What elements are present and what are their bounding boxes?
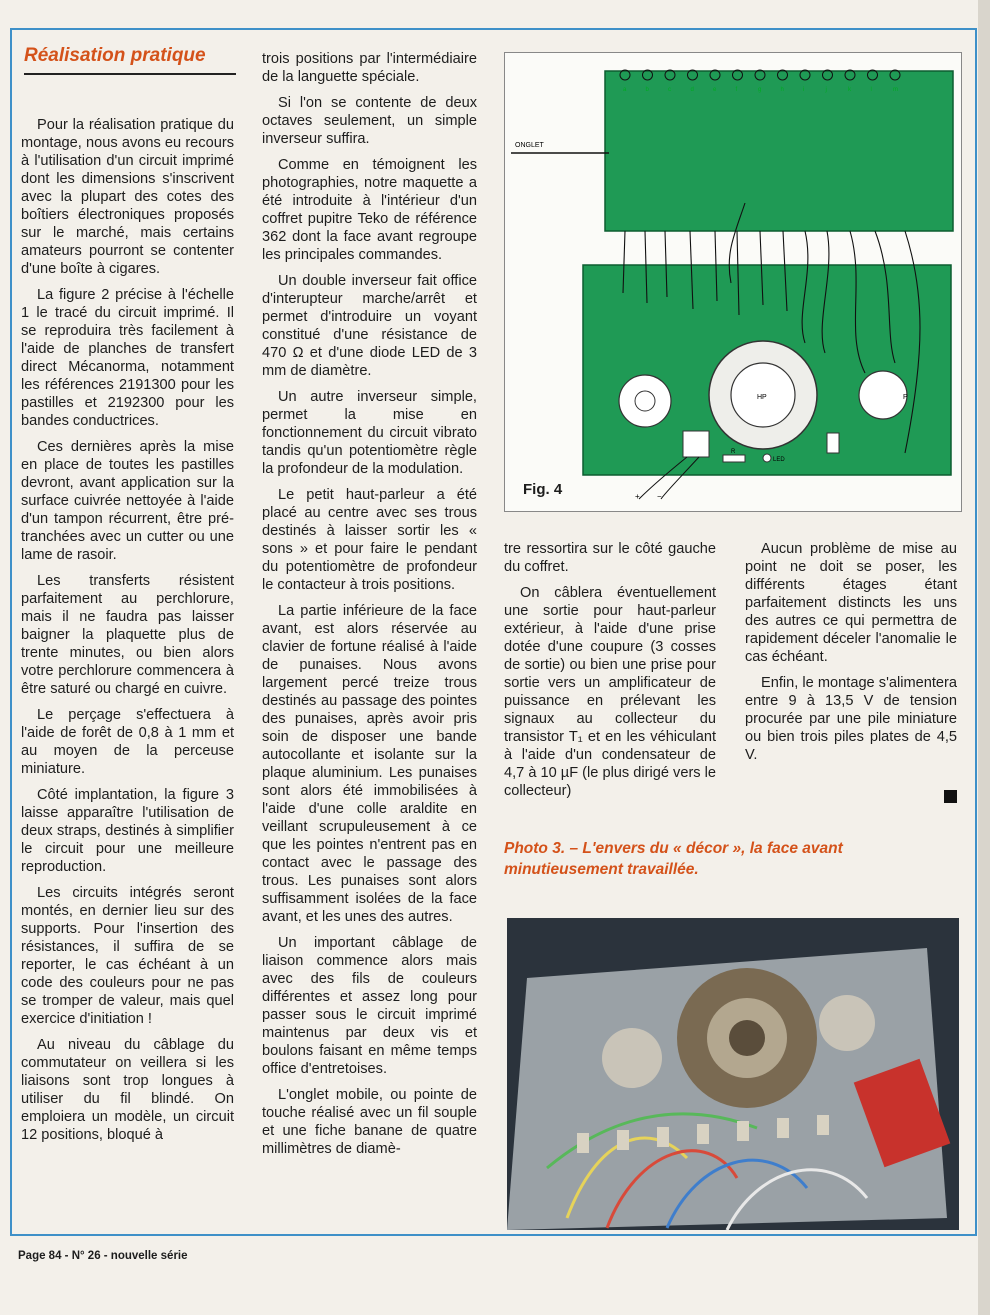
paragraph: Ces dernières après la mise en place de toutes les pastilles devront, avant application sur la surface cuivrée nettoyée à l'aide d'un tampon récurrent, être pré-tranchées avec un cutter ou une lame de rasoir. xyxy=(21,439,234,563)
paragraph: Si l'on se contente de deux octaves seulement, un simple inverseur suffira. xyxy=(262,95,477,147)
potentiometer-icon xyxy=(859,371,907,419)
paragraph: La figure 2 précise à l'échelle 1 le tracé du circuit imprimé. Il se reproduira très facilement à l'aide de planches de transfert direct Mécanorma, notamment les références 2191300 pour les pastilles et 2192300 pour les bandes conductrices. xyxy=(21,287,234,429)
pin-label: l xyxy=(870,87,872,93)
paragraph: Aucun problème de mise au point ne doit se poser, les différents étages étant parfaitement distincts les uns des autres ce qui permettra de rapidement déceler l'anomalie le cas échéant. xyxy=(745,541,957,665)
led-label: LED xyxy=(773,457,785,463)
photo-caption: Photo 3. – L'envers du « décor », la face avant minutieusement travaillée. xyxy=(504,840,843,878)
paragraph: Au niveau du câblage du commutateur on veillera si les liaisons sont trop longues à utiliser du fil blindé. On emploiera un modèle, un circuit 12 positions, bloqué à xyxy=(21,1037,234,1143)
paragraph: Un important câblage de liaison commence alors mais avec des fils de couleurs différentes et assez long pour passer sous le circuit imprimé maintenus par deux vis et boulons faisant en même temps office d'entretoises. xyxy=(262,935,477,1077)
text-column-2 xyxy=(262,50,477,1166)
paragraph: Comme en témoignent les photographies, notre maquette a été introduite à l'intérieur d'un coffret pupitre Teko de référence 362 dont la face avant regroupe les principales commandes. xyxy=(262,157,477,263)
onglet-label: ONGLET xyxy=(515,142,544,149)
pin-label: e xyxy=(713,87,717,93)
figure-4 xyxy=(504,52,962,512)
paragraph: trois positions par l'intermédiaire de la languette spéciale. xyxy=(262,51,477,85)
plus-label: + xyxy=(635,492,640,501)
switch-block-icon xyxy=(683,431,709,457)
pin-label: g xyxy=(758,87,762,93)
paragraph: Côté implantation, la figure 3 laisse apparaître l'utilisation de deux straps, destinés à simplifier le circuit pour une meilleure reproduction. xyxy=(21,787,234,875)
hp-label: HP xyxy=(757,394,767,401)
led-icon xyxy=(763,454,771,462)
pin-label: f xyxy=(735,87,738,93)
pin-label: b xyxy=(645,87,649,93)
paragraph: L'onglet mobile, ou pointe de touche réalisé avec un fil souple et une fiche banane de quatre millimètres de diamè- xyxy=(262,1087,477,1157)
paragraph: Les transferts résistent parfaitement au perchlorure, mais il ne faudra pas laisser baigner la plaquette plus de trente minutes, ou bien alors votre perchlorure commencera à être saturé ou chargé en cuivre. xyxy=(21,573,234,697)
paragraph: Enfin, le montage s'alimentera entre 9 à 13,5 V de tension procurée par une pile miniature ou bien trois piles plates de 4,5 V. xyxy=(745,675,957,763)
rotary-switch-icon xyxy=(619,375,671,427)
text-column-1 xyxy=(21,116,234,1152)
paragraph: Un autre inverseur simple, permet la mise en fonctionnement du circuit vibrato tandis qu'un potentiomètre règle la profondeur de la modulation. xyxy=(262,389,477,477)
paragraph: tre ressortira sur le côté gauche du coffret. xyxy=(504,541,716,575)
paragraph: Un double inverseur fait office d'interupteur marche/arrêt et permet d'introduire un voyant constitué d'une résistance de 470 Ω et d'une diode LED de 3 mm de diamètre. xyxy=(262,273,477,379)
switch-small-icon xyxy=(827,433,839,453)
section-title: Réalisation pratique xyxy=(24,44,236,75)
pin-label: d xyxy=(690,87,694,93)
pcb-board xyxy=(605,71,953,231)
paragraph: Le perçage s'effectuera à l'aide de forêt de 0,8 à 1 mm et au moyen de la perceuse miniature. xyxy=(21,707,234,777)
pot-label: P xyxy=(903,394,908,401)
pin-label: h xyxy=(780,87,784,93)
resistor-icon xyxy=(723,455,745,462)
text-column-4 xyxy=(745,540,957,772)
wiring-diagram xyxy=(505,53,961,511)
paragraph: Le petit haut-parleur a été placé au centre avec ses trous destinés à laisser sortir les « sons » et pour faire le pendant du potentiomètre de profondeur le contacteur à trois positions. xyxy=(262,487,477,593)
photo-3 xyxy=(507,918,959,1230)
pin-label: j xyxy=(825,87,827,93)
paragraph: Pour la réalisation pratique du montage, nous avons eu recours à l'utilisation d'un circuit imprimé dont les dimensions s'inscrivent avec la plupart des cotes des boîtiers électroniques proposés sur le marché, mais certains amateurs pourront se contenter d'une boîte à cigares. xyxy=(21,117,234,277)
page-edge xyxy=(978,0,990,1315)
paragraph: On câblera éventuellement une sortie pour haut-parleur extérieur, à l'aide d'une prise dotée d'une coupure (3 cosses de sortie) ou bien une prise pour sortie vers un amplificateur de puissance en prélevant les signaux au collecteur du transistor T₁ et en les véhiculant à l'aide d'un condensateur de 4,7 à 10 µF (le plus dirigé vers le collecteur) xyxy=(504,585,717,799)
paragraph: La partie inférieure de la face avant, est alors réservée au clavier de fortune réalisé à l'aide de punaises. Nous avons largement percé treize trous destinés au passage des pointes des punaises, après avoir pris soin de disposer une bande autocollante et isolante sur la plaque aluminium. Les punaises sont alors été immobilisées à l'aide d'une colle araldite en veillant scrupuleusement à ce que les pointes n'entrent pas en contact avec le passage des trous. Les punaises sont alors suffisamment isolées de la face avant, et les unes des autres. xyxy=(262,603,477,925)
pin-label: c xyxy=(668,87,671,93)
text-column-3 xyxy=(504,540,716,808)
page-footer: Page 84 - N° 26 - nouvelle série xyxy=(18,1250,188,1262)
pin-label: i xyxy=(803,87,805,93)
pin-label: k xyxy=(848,87,851,93)
end-mark-icon xyxy=(944,790,957,803)
resistor-label: R xyxy=(731,449,736,455)
photo-illustration xyxy=(507,918,959,1230)
paragraph: Les circuits intégrés seront montés, en dernier lieu sur des supports. Pour l'insertion des résistances, il suffira de se reporter, le cas échéant à un code des couleurs pour ne pas se tromper de valeur, mais quel exercice d'initiation ! xyxy=(21,885,234,1027)
pin-label: m xyxy=(893,87,898,93)
pin-label: a xyxy=(623,87,627,93)
figure-label: Fig. 4 xyxy=(523,481,563,498)
minus-label: − xyxy=(657,492,662,501)
